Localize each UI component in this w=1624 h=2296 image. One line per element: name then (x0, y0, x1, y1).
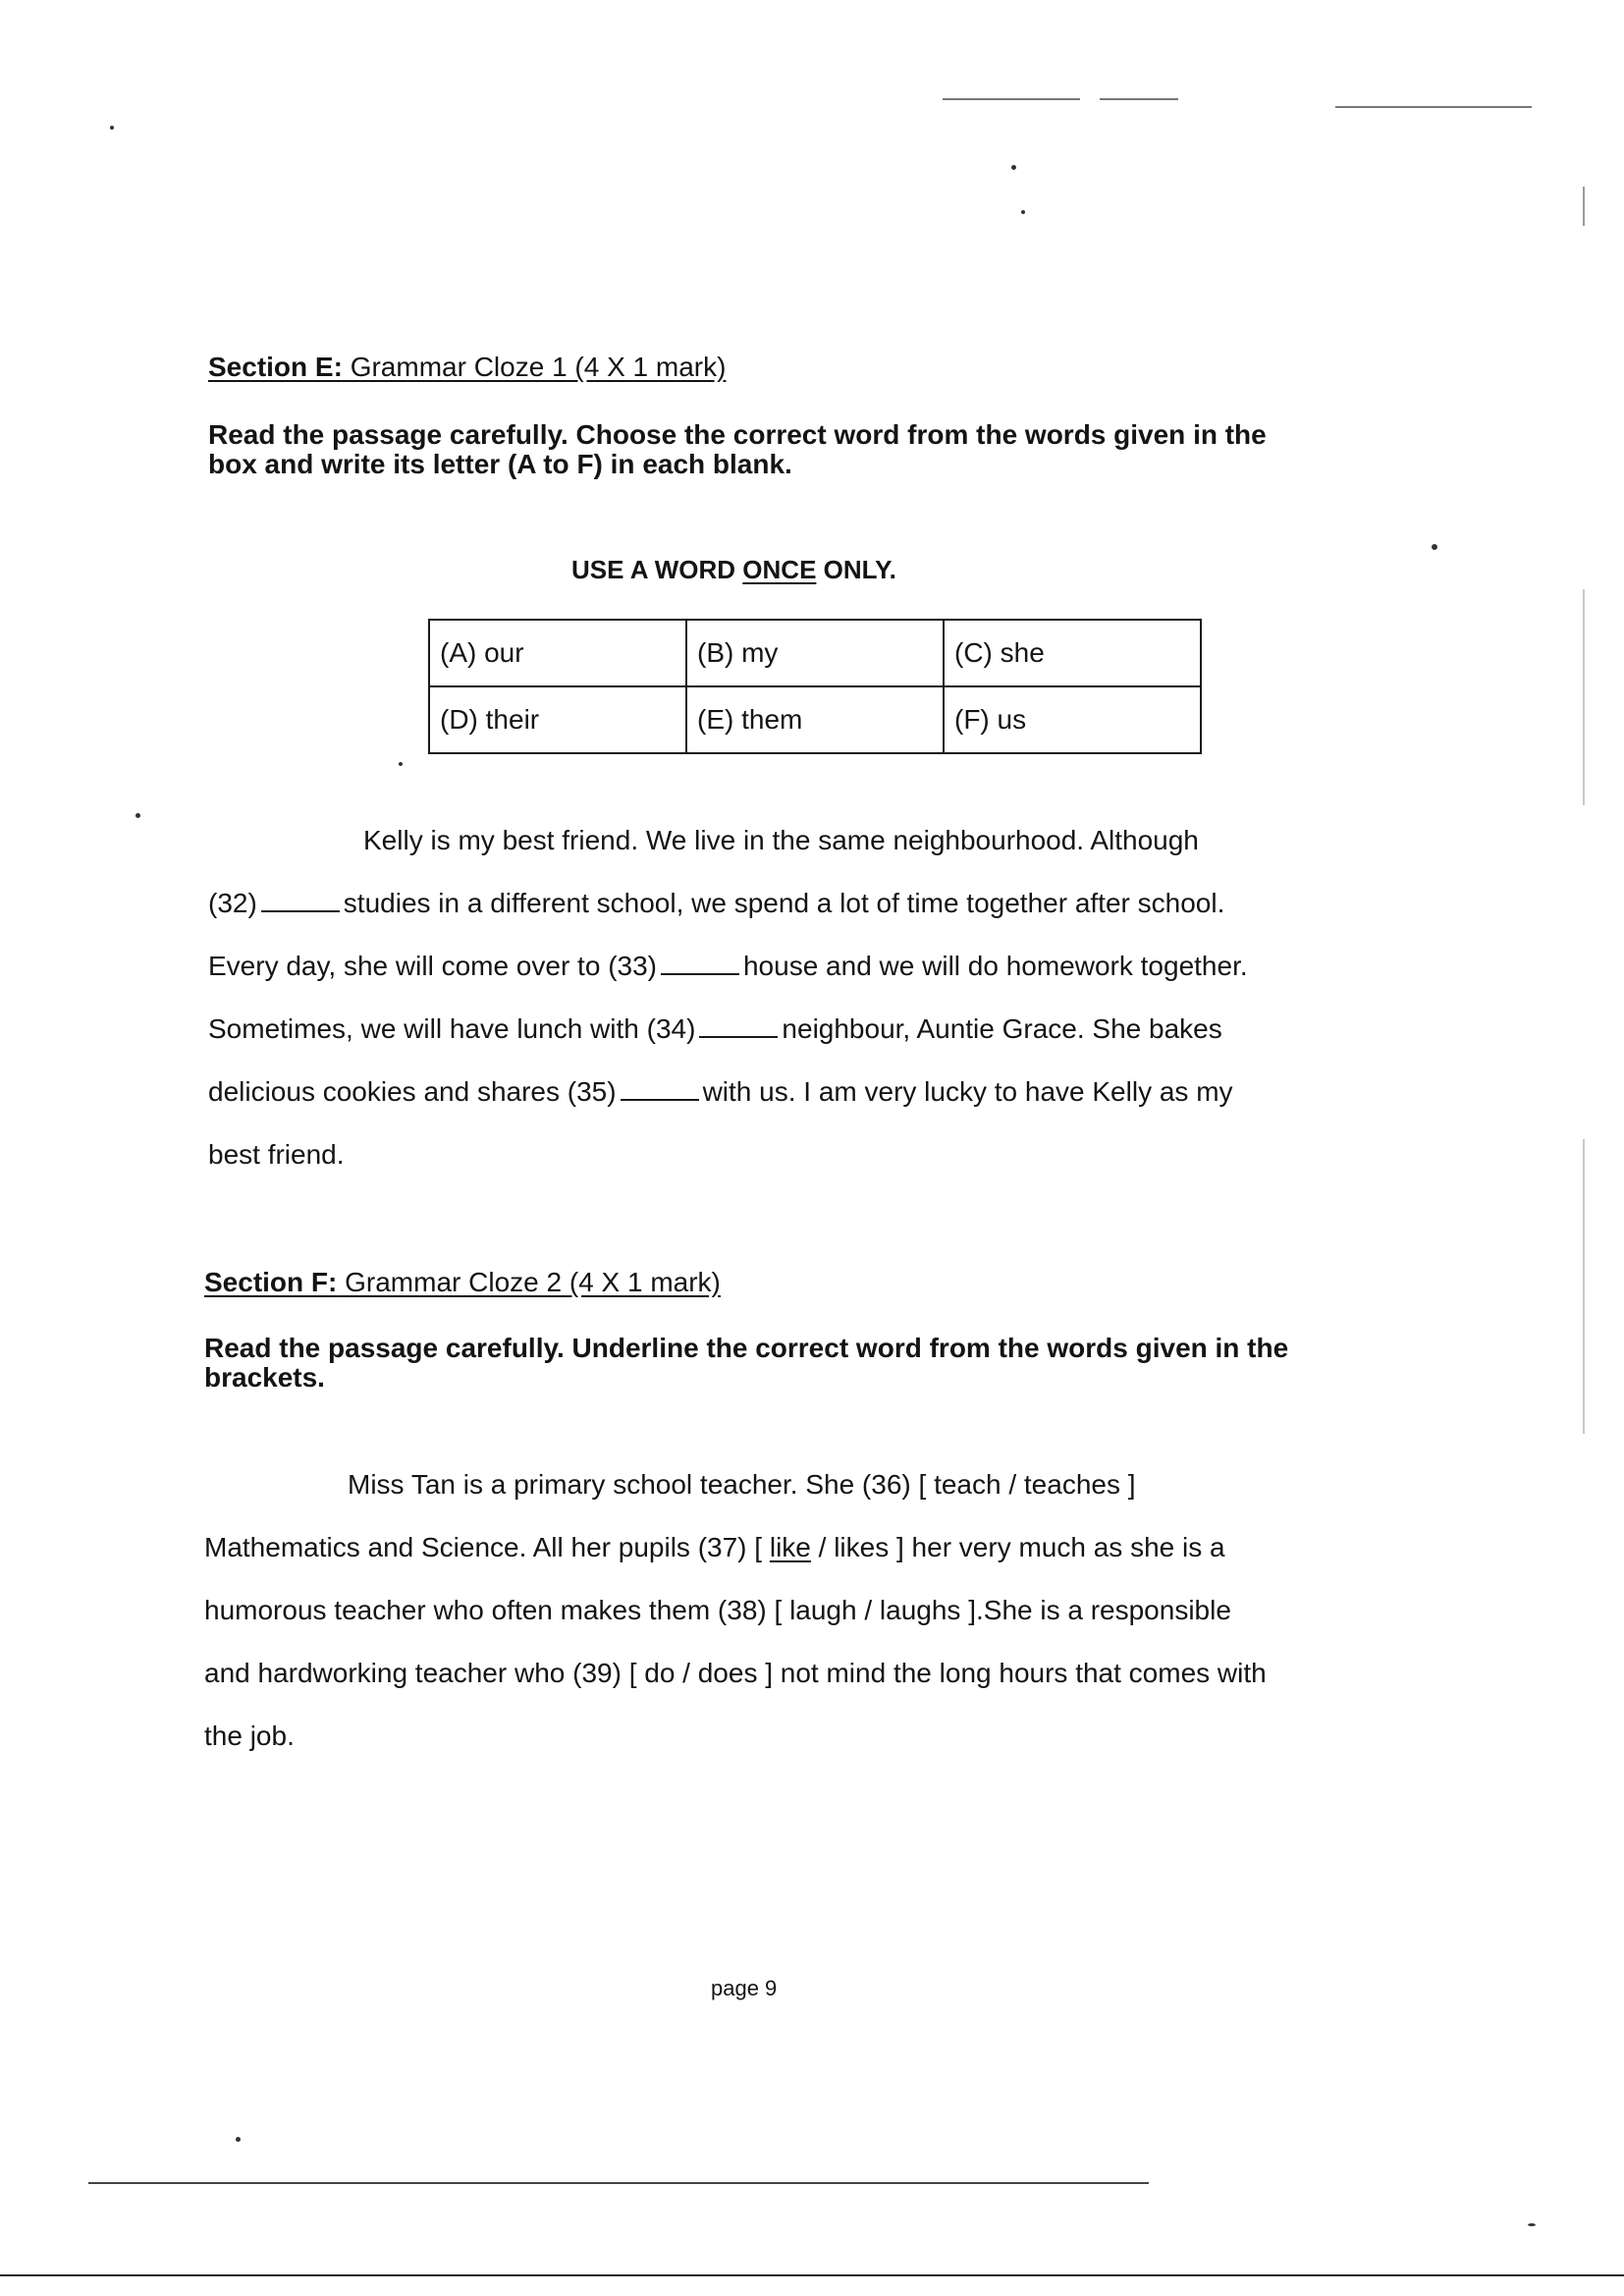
scan-speck (1011, 165, 1016, 170)
section-f-title: Grammar Cloze 2 (4 X 1 mark) (337, 1267, 721, 1297)
scan-speck (236, 2137, 241, 2142)
scan-speck (1432, 544, 1437, 550)
answer-blank-33[interactable] (661, 952, 739, 975)
option-f: (F) us (944, 686, 1201, 753)
option-b: (B) my (686, 620, 944, 686)
scan-speck (399, 762, 403, 766)
section-e-title: Grammar Cloze 1 (4 X 1 mark) (342, 352, 727, 382)
passage-text: delicious cookies and shares (35) (208, 1076, 617, 1107)
option-a: (A) our (429, 620, 686, 686)
answer-blank-32[interactable] (261, 889, 340, 912)
passage-line (208, 872, 1367, 935)
once-note-suffix: ONLY. (816, 555, 896, 584)
options-row (429, 686, 1201, 753)
passage-line (204, 1516, 1363, 1579)
word-options-table (428, 619, 1202, 754)
passage-line: humorous teacher who often makes them (38) [ laugh / laughs ].She is a responsible (204, 1595, 1231, 1625)
section-f-label: Section F: (204, 1267, 338, 1297)
bottom-rule (88, 2182, 1149, 2184)
passage-text: Sometimes, we will have lunch with (34) (208, 1013, 696, 1044)
once-note-emphasis: ONCE (742, 555, 817, 584)
section-f-passage (204, 1453, 1363, 1768)
section-e-label: Section E: (208, 352, 343, 382)
passage-text: house and we will do homework together. (742, 951, 1248, 981)
passage-line (208, 935, 1367, 998)
page-number: page 9 (711, 1976, 778, 2000)
use-once-note (571, 555, 896, 585)
underlined-choice-37[interactable]: like (769, 1532, 811, 1562)
scan-speck (135, 813, 140, 818)
passage-line: and hardworking teacher who (39) [ do / does ] not mind the long hours that comes with (204, 1658, 1267, 1688)
section-e-instruction: Read the passage carefully. Choose the correct word from the words given in the box and write its letter (A to F) in each blank. (208, 419, 1267, 479)
scan-dash (1100, 98, 1178, 100)
passage-text: / likes ] her very much as she is a (810, 1532, 1225, 1562)
passage-text: Every day, she will come over to (33) (208, 951, 657, 981)
section-e-heading (208, 352, 726, 383)
scan-margin-line (1583, 187, 1585, 226)
passage-text: Mathematics and Science. All her pupils (37) [ (204, 1532, 770, 1562)
section-e-passage (208, 809, 1367, 1186)
passage-line: Miss Tan is a primary school teacher. She (36) [ teach / teaches ] (348, 1469, 1136, 1500)
passage-line (208, 998, 1367, 1061)
scan-dash (943, 98, 1080, 100)
once-note-prefix: USE A WORD (571, 555, 743, 584)
scan-speck (1021, 210, 1025, 214)
passage-line: Kelly is my best friend. We live in the same neighbourhood. Although (363, 825, 1199, 855)
scan-margin-line (1583, 1139, 1585, 1434)
scan-dash (1335, 106, 1532, 108)
scan-speck (110, 126, 114, 130)
passage-line: the job. (204, 1721, 295, 1751)
scan-speck (1528, 2223, 1536, 2226)
page-edge-line (0, 2274, 1624, 2276)
section-f-instruction: Read the passage carefully. Underline the correct word from the words given in the brackets. (204, 1333, 1289, 1393)
option-d: (D) their (429, 686, 686, 753)
scan-margin-line (1583, 589, 1585, 805)
answer-blank-35[interactable] (621, 1077, 699, 1101)
passage-text: with us. I am very lucky to have Kelly as my (702, 1076, 1233, 1107)
passage-text: studies in a different school, we spend a lot of time together after school. (343, 888, 1225, 918)
answer-blank-34[interactable] (699, 1014, 778, 1038)
option-e: (E) them (686, 686, 944, 753)
question-number-32: (32) (208, 888, 257, 918)
passage-text: neighbour, Auntie Grace. She bakes (782, 1013, 1222, 1044)
section-f-heading (204, 1267, 721, 1298)
passage-line: best friend. (208, 1139, 345, 1170)
option-c: (C) she (944, 620, 1201, 686)
passage-line (208, 1061, 1367, 1123)
options-row (429, 620, 1201, 686)
